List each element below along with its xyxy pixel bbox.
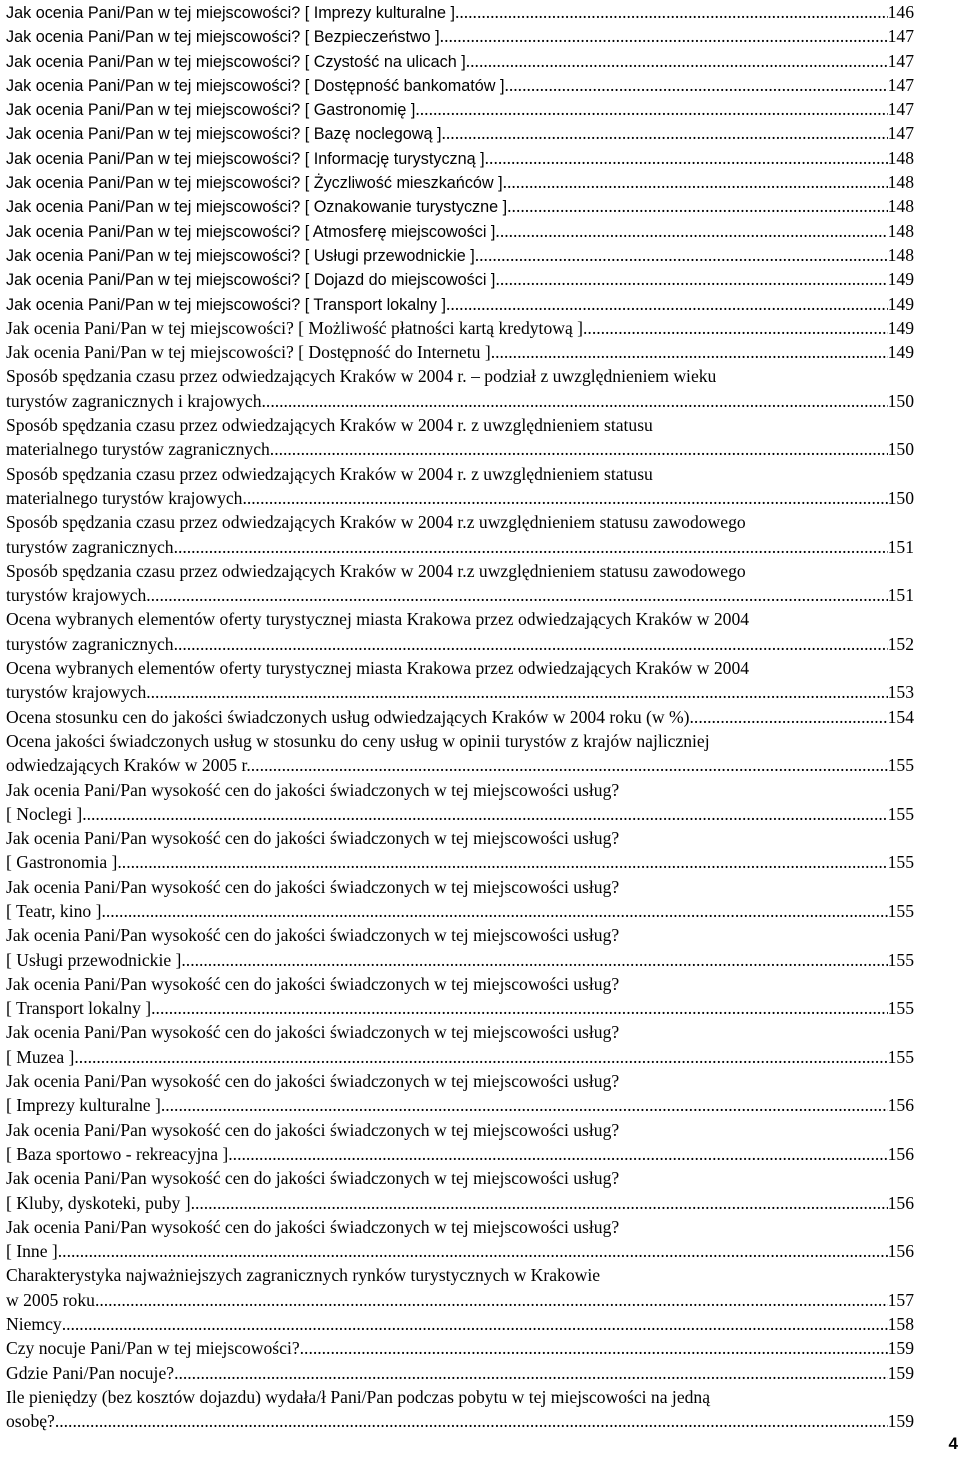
toc-entry-title-line: Jak ocenia Pani/Pan wysokość cen do jakości świadczonych w tej miejscowości usług? bbox=[6, 925, 620, 946]
toc-entry[interactable] bbox=[6, 1020, 914, 1069]
toc-entry-title-line: Jak ocenia Pani/Pan wysokość cen do jakości świadczonych w tej miejscowości usług? bbox=[6, 1119, 620, 1140]
toc-entry-page: 146 bbox=[887, 2, 914, 22]
toc-entry-title: Jak ocenia Pani/Pan w tej miejscowości? [ Życzliwość mieszkańców ] bbox=[6, 174, 503, 193]
dot-leader bbox=[485, 146, 888, 170]
toc-entry-line bbox=[6, 802, 914, 826]
toc-entry[interactable] bbox=[6, 219, 914, 243]
dot-leader bbox=[95, 1288, 888, 1312]
dot-leader bbox=[55, 1409, 888, 1433]
toc-entry-page: 147 bbox=[887, 50, 914, 71]
toc-entry-page: 149 bbox=[887, 293, 914, 314]
dot-leader bbox=[442, 121, 888, 145]
toc-entry-title-line: Ile pieniędzy (bez kosztów dojazdu) wydała/ł Pani/Pan podczas pobytu w tej miejscowości na jedną bbox=[6, 1386, 711, 1407]
toc-entry-title: turystów krajowych bbox=[6, 682, 147, 703]
toc-entry-title-line: Sposób spędzania czasu przez odwiedzających Kraków w 2004 r.z uwzględnieniem statusu zawodowego bbox=[6, 512, 746, 533]
toc-entry[interactable] bbox=[6, 97, 914, 121]
toc-entry-title: Jak ocenia Pani/Pan w tej miejscowości? [ Transport lokalny ] bbox=[6, 295, 446, 314]
toc-entry[interactable] bbox=[6, 364, 914, 413]
dot-leader bbox=[446, 292, 888, 316]
toc-entry-page: 147 bbox=[887, 26, 914, 47]
toc-entry[interactable] bbox=[6, 559, 914, 608]
toc-entry-line bbox=[6, 243, 914, 267]
toc-entry-title: [ Kluby, dyskoteki, puby ] bbox=[6, 1192, 191, 1213]
dot-leader bbox=[62, 1312, 888, 1336]
toc-entry-line bbox=[6, 486, 914, 510]
toc-entry-title: Czy nocuje Pani/Pan w tej miejscowości? bbox=[6, 1338, 300, 1359]
toc-entry-title: Jak ocenia Pani/Pan w tej miejscowości? [ Oznakowanie turystyczne ] bbox=[6, 198, 508, 217]
toc-entry-page: 150 bbox=[887, 487, 914, 508]
toc-entry-title: Jak ocenia Pani/Pan w tej miejscowości? [ Informację turystyczną ] bbox=[6, 149, 485, 168]
toc-entry-title: Jak ocenia Pani/Pan w tej miejscowości? [ Dojazd do miejscowości ] bbox=[6, 271, 496, 290]
toc-entry-title: turystów zagranicznych bbox=[6, 536, 174, 557]
toc-entry-line bbox=[6, 632, 914, 656]
toc-entry-line bbox=[6, 1239, 914, 1263]
toc-entry-title: odwiedzających Kraków w 2005 r. bbox=[6, 755, 251, 776]
dot-leader bbox=[174, 632, 888, 656]
toc-entry-title: osobę? bbox=[6, 1411, 55, 1432]
toc-entry-title: [ Muzea ] bbox=[6, 1046, 75, 1067]
toc-entry-page: 155 bbox=[887, 803, 914, 824]
toc-entry[interactable] bbox=[6, 243, 914, 267]
toc-entry-title-line: Sposób spędzania czasu przez odwiedzających Kraków w 2004 r. – podział z uwzględnieniem wieku bbox=[6, 366, 717, 387]
dot-leader bbox=[146, 680, 887, 704]
dot-leader bbox=[455, 0, 888, 24]
toc-entry-title: Jak ocenia Pani/Pan w tej miejscowości? [ Możliwość płatności kartą kredytową ] bbox=[6, 317, 584, 338]
toc-entry-page: 155 bbox=[887, 852, 914, 873]
toc-entry-line bbox=[6, 1093, 914, 1117]
dot-leader bbox=[191, 1191, 888, 1215]
toc-entry-line bbox=[6, 49, 914, 73]
toc-entry-line bbox=[6, 850, 914, 874]
toc-entry-line bbox=[6, 1045, 914, 1069]
dot-leader bbox=[181, 948, 887, 972]
toc-entry-title-line: Sposób spędzania czasu przez odwiedzających Kraków w 2004 r. z uwzględnieniem statusu bbox=[6, 463, 653, 484]
toc-entry-page: 155 bbox=[887, 998, 914, 1019]
toc-entry[interactable] bbox=[6, 875, 914, 924]
toc-entry-page: 159 bbox=[887, 1362, 914, 1383]
toc-entry-page: 159 bbox=[887, 1338, 914, 1359]
toc-entry-title: Jak ocenia Pani/Pan w tej miejscowości? [ Usługi przewodnickie ] bbox=[6, 246, 475, 265]
toc-entry-line bbox=[6, 1361, 914, 1385]
toc-entry-title: [ Gastronomia ] bbox=[6, 852, 118, 873]
toc-entry-title-line: Jak ocenia Pani/Pan wysokość cen do jakości świadczonych w tej miejscowości usług? bbox=[6, 1022, 620, 1043]
dot-leader bbox=[151, 996, 887, 1020]
toc-entry-line bbox=[6, 73, 914, 97]
toc-entry-title-line: Jak ocenia Pani/Pan wysokość cen do jakości świadczonych w tej miejscowości usług? bbox=[6, 973, 620, 994]
toc-entry-title-line: Jak ocenia Pani/Pan wysokość cen do jakości świadczonych w tej miejscowości usług? bbox=[6, 1216, 620, 1237]
toc-entry-title: Jak ocenia Pani/Pan w tej miejscowości? [ Gastronomię ] bbox=[6, 101, 416, 120]
dot-leader bbox=[583, 316, 888, 340]
toc-entry-title-line: Ocena jakości świadczonych usług w stosunku do ceny usług w opinii turystów z krajów najliczniej bbox=[6, 730, 710, 751]
toc-entry-line bbox=[6, 1312, 914, 1336]
toc-entry-page: 152 bbox=[887, 633, 914, 654]
dot-leader bbox=[495, 267, 887, 291]
toc-entry-title: Jak ocenia Pani/Pan w tej miejscowości? [ Atmosferę miejscowości ] bbox=[6, 222, 496, 241]
toc-entry[interactable] bbox=[6, 0, 914, 24]
toc-entry-page: 151 bbox=[887, 585, 914, 606]
toc-entry-line bbox=[6, 680, 914, 704]
dot-leader bbox=[251, 753, 888, 777]
toc-entry-page: 148 bbox=[887, 220, 914, 241]
toc-entry-page: 158 bbox=[887, 1314, 914, 1335]
dot-leader bbox=[161, 1093, 888, 1117]
toc-entry-page: 149 bbox=[887, 317, 914, 338]
toc-entry[interactable] bbox=[6, 1312, 914, 1336]
toc-entry[interactable] bbox=[6, 267, 914, 291]
dot-leader bbox=[415, 97, 887, 121]
toc-entry-title: turystów zagranicznych bbox=[6, 633, 174, 654]
toc-entry-title: Jak ocenia Pani/Pan w tej miejscowości? [ Bezpieczeństwo ] bbox=[6, 28, 440, 47]
toc-entry[interactable] bbox=[6, 1215, 914, 1264]
toc-entry[interactable] bbox=[6, 705, 914, 729]
toc-entry[interactable] bbox=[6, 510, 914, 559]
toc-entry-title-line: Jak ocenia Pani/Pan wysokość cen do jakości świadczonych w tej miejscowości usług? bbox=[6, 828, 620, 849]
toc-entry-page: 148 bbox=[887, 147, 914, 168]
toc-entry-line bbox=[6, 1336, 914, 1360]
toc-entry[interactable] bbox=[6, 1385, 914, 1434]
toc-entry-page: 155 bbox=[887, 1046, 914, 1067]
toc-entry[interactable] bbox=[6, 778, 914, 827]
toc-entry[interactable] bbox=[6, 121, 914, 145]
toc-entry-line bbox=[6, 0, 914, 24]
dot-leader bbox=[503, 170, 888, 194]
toc-entry-line bbox=[6, 535, 914, 559]
toc-entry[interactable] bbox=[6, 923, 914, 972]
toc-entry-page: 159 bbox=[887, 1411, 914, 1432]
dot-leader bbox=[495, 219, 887, 243]
toc-entry-title-line: Ocena wybranych elementów oferty turystycznej miasta Krakowa przez odwiedzających Kraków w 2004 bbox=[6, 658, 750, 679]
toc-entry[interactable] bbox=[6, 73, 914, 97]
dot-leader bbox=[270, 437, 888, 461]
toc-entry-title: Jak ocenia Pani/Pan w tej miejscowości? [ Bazę noclegową ] bbox=[6, 125, 442, 144]
toc-entry-page: 156 bbox=[887, 1143, 914, 1164]
toc-entry-line bbox=[6, 583, 914, 607]
dot-leader bbox=[440, 24, 888, 48]
table-of-contents bbox=[6, 0, 914, 1434]
toc-entry-line bbox=[6, 267, 914, 291]
dot-leader bbox=[491, 340, 888, 364]
dot-leader bbox=[228, 1142, 887, 1166]
toc-entry[interactable] bbox=[6, 1069, 914, 1118]
toc-entry-title: [ Imprezy kulturalne ] bbox=[6, 1095, 161, 1116]
toc-entry[interactable] bbox=[6, 1166, 914, 1215]
toc-entry-page: 149 bbox=[887, 342, 914, 363]
toc-entry-line bbox=[6, 146, 914, 170]
toc-entry[interactable] bbox=[6, 462, 914, 511]
toc-entry-title: w 2005 roku bbox=[6, 1289, 95, 1310]
toc-entry[interactable] bbox=[6, 656, 914, 705]
toc-entry-line bbox=[6, 1142, 914, 1166]
toc-entry-title: [ Inne ] bbox=[6, 1241, 58, 1262]
toc-entry-page: 155 bbox=[887, 900, 914, 921]
toc-entry-page: 153 bbox=[887, 682, 914, 703]
toc-entry[interactable] bbox=[6, 1263, 914, 1312]
toc-entry-title-line: Sposób spędzania czasu przez odwiedzających Kraków w 2004 r.z uwzględnieniem statusu zawodowego bbox=[6, 560, 746, 581]
dot-leader bbox=[146, 583, 887, 607]
toc-entry[interactable] bbox=[6, 729, 914, 778]
toc-entry-line bbox=[6, 948, 914, 972]
dot-leader bbox=[262, 389, 888, 413]
toc-entry-line bbox=[6, 705, 914, 729]
toc-entry-line bbox=[6, 194, 914, 218]
toc-entry[interactable] bbox=[6, 340, 914, 364]
toc-entry-line bbox=[6, 437, 914, 461]
toc-entry-line bbox=[6, 97, 914, 121]
toc-entry-title: Jak ocenia Pani/Pan w tej miejscowości? [ Imprezy kulturalne ] bbox=[6, 4, 455, 22]
toc-entry-page: 148 bbox=[887, 172, 914, 193]
dot-leader bbox=[300, 1336, 888, 1360]
toc-entry-line bbox=[6, 1191, 914, 1215]
toc-entry-page: 150 bbox=[887, 439, 914, 460]
dot-leader bbox=[507, 194, 887, 218]
toc-entry-page: 156 bbox=[887, 1192, 914, 1213]
toc-entry-line bbox=[6, 219, 914, 243]
toc-entry-title: [ Transport lokalny ] bbox=[6, 998, 152, 1019]
dot-leader bbox=[58, 1239, 888, 1263]
toc-entry[interactable] bbox=[6, 146, 914, 170]
page-number: 4 bbox=[948, 1434, 958, 1453]
toc-entry-title: [ Usługi przewodnickie ] bbox=[6, 949, 182, 970]
toc-entry[interactable] bbox=[6, 194, 914, 218]
toc-entry-page: 156 bbox=[887, 1095, 914, 1116]
toc-entry-page: 157 bbox=[887, 1289, 914, 1310]
toc-entry-title: turystów krajowych bbox=[6, 585, 147, 606]
toc-entry[interactable] bbox=[6, 972, 914, 1021]
toc-entry[interactable] bbox=[6, 170, 914, 194]
toc-entry-title: Jak ocenia Pani/Pan w tej miejscowości? [ Dostępność do Internetu ] bbox=[6, 342, 491, 363]
toc-entry-title-line: Jak ocenia Pani/Pan wysokość cen do jakości świadczonych w tej miejscowości usług? bbox=[6, 1071, 620, 1092]
toc-entry-title: turystów zagranicznych i krajowych bbox=[6, 390, 262, 411]
dot-leader bbox=[242, 486, 887, 510]
toc-entry-title: [ Teatr, kino ] bbox=[6, 900, 102, 921]
toc-entry-title-line: Charakterystyka najważniejszych zagranicznych rynków turystycznych w Krakowie bbox=[6, 1265, 601, 1286]
toc-entry[interactable] bbox=[6, 24, 914, 48]
toc-entry-line bbox=[6, 292, 914, 316]
toc-entry[interactable] bbox=[6, 826, 914, 875]
dot-leader bbox=[466, 49, 888, 73]
toc-entry-line bbox=[6, 24, 914, 48]
toc-entry[interactable] bbox=[6, 316, 914, 340]
toc-entry-title: Gdzie Pani/Pan nocuje? bbox=[6, 1362, 175, 1383]
toc-entry-title: Ocena stosunku cen do jakości świadczonych usług odwiedzających Kraków w 2004 roku (w %) bbox=[6, 706, 690, 727]
toc-entry-page: 149 bbox=[887, 269, 914, 290]
toc-entry-page: 151 bbox=[887, 536, 914, 557]
toc-entry-title: [ Baza sportowo - rekreacyjna ] bbox=[6, 1143, 229, 1164]
toc-entry-title: [ Noclegi ] bbox=[6, 803, 83, 824]
toc-entry-line bbox=[6, 996, 914, 1020]
toc-entry-title-line: Jak ocenia Pani/Pan wysokość cen do jakości świadczonych w tej miejscowości usług? bbox=[6, 779, 620, 800]
dot-leader bbox=[74, 1045, 887, 1069]
toc-entry-title: materialnego turystów krajowych bbox=[6, 487, 243, 508]
dot-leader bbox=[174, 1361, 888, 1385]
toc-entry-page: 150 bbox=[887, 390, 914, 411]
toc-entry-page: 155 bbox=[887, 755, 914, 776]
toc-entry[interactable] bbox=[6, 49, 914, 73]
toc-entry-line bbox=[6, 389, 914, 413]
toc-entry[interactable] bbox=[6, 1361, 914, 1385]
dot-leader bbox=[690, 705, 888, 729]
toc-entry-page: 147 bbox=[887, 74, 914, 95]
toc-entry-title: Jak ocenia Pani/Pan w tej miejscowości? [ Dostępność bankomatów ] bbox=[6, 76, 505, 95]
toc-entry-line bbox=[6, 340, 914, 364]
toc-entry-page: 148 bbox=[887, 244, 914, 265]
dot-leader bbox=[101, 899, 887, 923]
toc-entry-title-line: Jak ocenia Pani/Pan wysokość cen do jakości świadczonych w tej miejscowości usług? bbox=[6, 876, 620, 897]
toc-entry-page: 155 bbox=[887, 949, 914, 970]
toc-entry-title: materialnego turystów zagranicznych bbox=[6, 439, 270, 460]
dot-leader bbox=[117, 850, 887, 874]
toc-entry-title-line: Jak ocenia Pani/Pan wysokość cen do jakości świadczonych w tej miejscowości usług? bbox=[6, 1168, 620, 1189]
toc-entry-line bbox=[6, 899, 914, 923]
toc-entry-title-line: Ocena wybranych elementów oferty turystycznej miasta Krakowa przez odwiedzających Kraków w 2004 bbox=[6, 609, 750, 630]
toc-entry-line bbox=[6, 1288, 914, 1312]
dot-leader bbox=[82, 802, 887, 826]
toc-entry-line bbox=[6, 170, 914, 194]
dot-leader bbox=[174, 535, 888, 559]
toc-entry-title-line: Sposób spędzania czasu przez odwiedzających Kraków w 2004 r. z uwzględnieniem statusu bbox=[6, 415, 653, 436]
toc-entry-line bbox=[6, 753, 914, 777]
toc-entry-page: 154 bbox=[887, 706, 914, 727]
toc-entry[interactable] bbox=[6, 1118, 914, 1167]
toc-entry-line bbox=[6, 121, 914, 145]
toc-entry-title: Jak ocenia Pani/Pan w tej miejscowości? [ Czystość na ulicach ] bbox=[6, 52, 466, 71]
toc-entry-line bbox=[6, 316, 914, 340]
toc-entry-page: 147 bbox=[887, 123, 914, 144]
toc-entry[interactable] bbox=[6, 1336, 914, 1360]
toc-entry-page: 148 bbox=[887, 196, 914, 217]
dot-leader bbox=[504, 73, 887, 97]
toc-entry-page: 147 bbox=[887, 99, 914, 120]
toc-entry-line bbox=[6, 1409, 914, 1433]
toc-entry-page: 156 bbox=[887, 1241, 914, 1262]
toc-entry[interactable] bbox=[6, 413, 914, 462]
toc-entry-title: Niemcy bbox=[6, 1314, 62, 1335]
toc-entry[interactable] bbox=[6, 607, 914, 656]
dot-leader bbox=[475, 243, 888, 267]
toc-entry[interactable] bbox=[6, 292, 914, 316]
